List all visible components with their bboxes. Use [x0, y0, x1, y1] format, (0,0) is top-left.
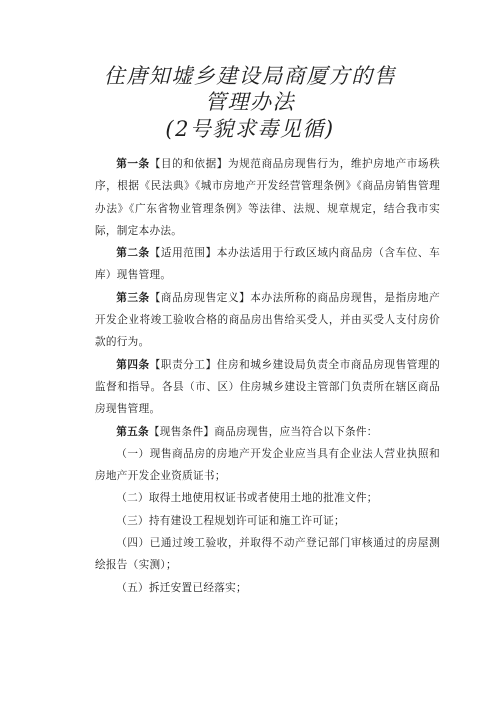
document-body — [95, 153, 440, 599]
condition-3: （三）持有建设工程规划许可证和施工许可证； — [116, 514, 345, 527]
condition-4: （四）已通过竣工验收，并取得不动产登记部门审核通过的房屋测绘报告（实测）； — [95, 537, 440, 572]
document-title-line-1: 住唐知墟乡建设局商厦方的售 — [103, 64, 397, 88]
article-2 — [95, 242, 440, 287]
article-1-text: 【目的和依据】为规范商品房现售行为，维护房地产市场秩序，根据《民法典》《城市房地产开发经营管理条例》《商品房销售管理办法》《广东省物业管理条例》等法律、法规、规章规定，结合我市实际，制定本办法。 — [95, 158, 440, 237]
condition-5: （五）拆迁安置已经落实； — [116, 581, 247, 594]
article-5-head: 第五条 — [116, 425, 149, 438]
article-3-text: 【商品房现售定义】本办法所称的商品房现售，是指房地产开发企业将竣工验收合格的商品房出售给买受人，并由买受人支付房价款的行为。 — [95, 291, 440, 349]
condition-1: （一）现售商品房的房地产开发企业应当具有企业法人营业执照和房地产开发企业资质证书； — [95, 447, 440, 483]
article-5-text: 【现售条件】商品房现售，应当符合以下条件： — [148, 425, 378, 438]
article-2-head: 第二条 — [116, 247, 150, 260]
article-3 — [95, 287, 440, 354]
article-5 — [95, 421, 440, 443]
article-4-text: 【职责分工】住房和城乡建设局负责全市商品房现售管理的监督和指导。各县（市、区）住房城乡建设主管部门负责所在辖区商品房现售管理。 — [95, 358, 440, 416]
document-title-line-3: (2号貌求毒见循) — [165, 117, 335, 141]
article-1-head: 第一条 — [116, 158, 150, 170]
article-4-head: 第四条 — [116, 358, 150, 371]
article-4 — [95, 354, 440, 421]
article-2-text: 【适用范围】本办法适用于行政区域内商品房（含车位、车库）现售管理。 — [95, 247, 440, 282]
condition-2: （二）取得土地使用权证书或者使用土地的批准文件； — [116, 492, 378, 505]
article-3-head: 第三条 — [116, 291, 150, 304]
article-1 — [95, 153, 440, 242]
document-title-line-2: 管理办法 — [205, 90, 295, 114]
